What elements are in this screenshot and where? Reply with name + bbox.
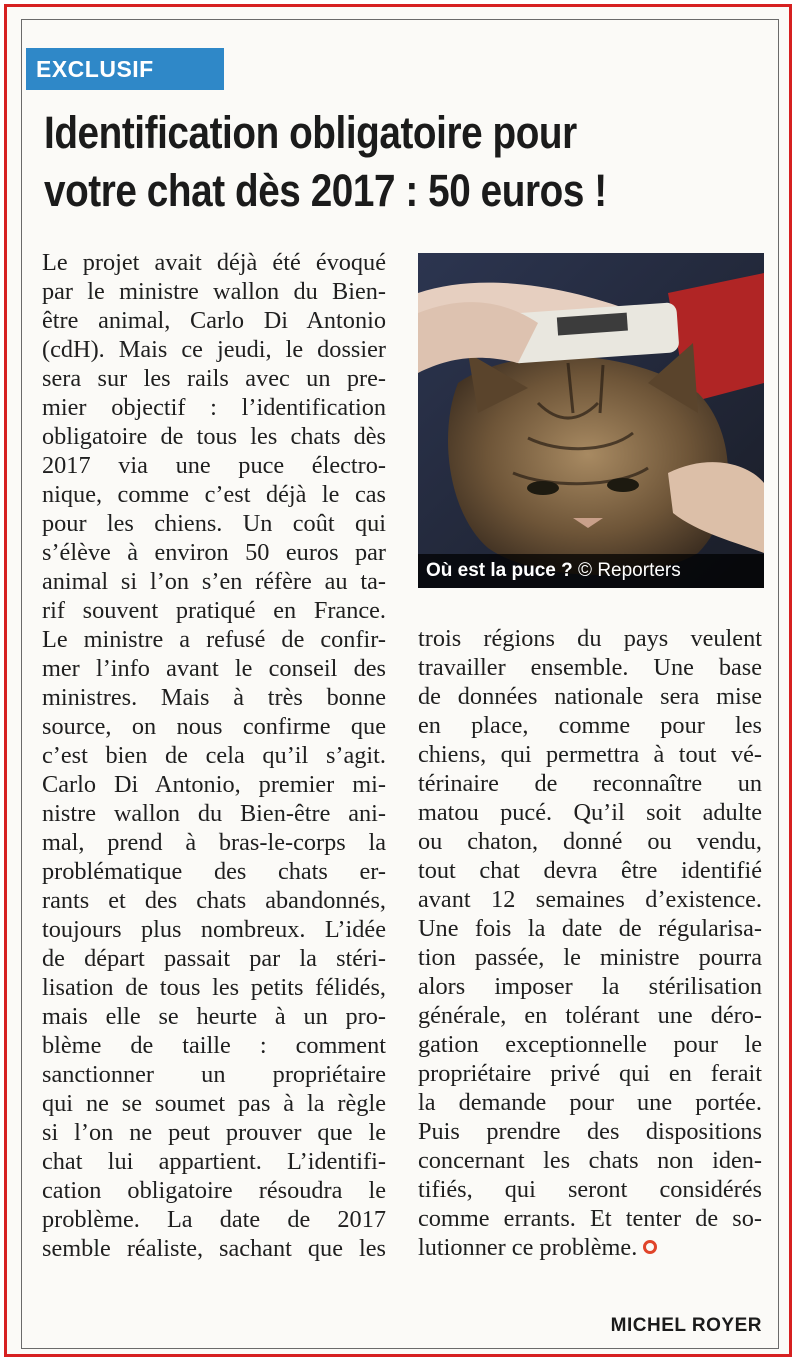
text-line: trois régions du pays veulent bbox=[418, 625, 762, 652]
text-line: térinaire de reconnaître un bbox=[418, 770, 762, 797]
text-line: rants et des chats abandonnés, bbox=[42, 887, 386, 914]
text-line: 2017 via une puce électro- bbox=[42, 452, 386, 479]
text-line: générale, en tolérant une déro- bbox=[418, 1002, 762, 1029]
text-line: obligatoire de tous les chats dès bbox=[42, 423, 386, 450]
text-line: sanctionner un propriétaire bbox=[42, 1061, 386, 1088]
text-line: s’élève à environ 50 euros par bbox=[42, 539, 386, 566]
caption-question: Où est la puce ? bbox=[426, 560, 573, 581]
text-line: mais elle se heurte à un pro- bbox=[42, 1003, 386, 1030]
end-mark-icon bbox=[643, 1240, 657, 1254]
text-line: rif souvent pratiqué en France. bbox=[42, 597, 386, 624]
text-line: tion passée, le ministre pourra bbox=[418, 944, 762, 971]
text-line: avant 12 semaines d’existence. bbox=[418, 886, 762, 913]
text-line: (cdH). Mais ce jeudi, le dossier bbox=[42, 336, 386, 363]
text-line: chat lui appartient. L’identifi- bbox=[42, 1148, 386, 1175]
caption-credit: © Reporters bbox=[578, 560, 681, 581]
text-line: mer l’info avant le conseil des bbox=[42, 655, 386, 682]
text-line: par le ministre wallon du Bien- bbox=[42, 278, 386, 305]
article-photo bbox=[418, 253, 764, 588]
text-line: Le projet avait déjà été évoqué bbox=[42, 249, 386, 276]
text-line: Une fois la date de régularisa- bbox=[418, 915, 762, 942]
text-line: la demande pour une portée. bbox=[418, 1089, 762, 1116]
text-line: ou chaton, donné ou vendu, bbox=[418, 828, 762, 855]
text-line: tout chat devra être identifié bbox=[418, 857, 762, 884]
column-1 bbox=[42, 248, 386, 1263]
headline-line-2: votre chat dès 2017 : 50 euros ! bbox=[44, 165, 607, 216]
photo-caption bbox=[418, 554, 764, 588]
text-line: en place, comme pour les bbox=[418, 712, 762, 739]
text-line: nistre wallon du Bien-être ani- bbox=[42, 800, 386, 827]
headline bbox=[44, 104, 672, 220]
text-line: c’est bien de cela qu’il s’agit. bbox=[42, 742, 386, 769]
text-line: travailler ensemble. Une base bbox=[418, 654, 762, 681]
text-line: Le ministre a refusé de confir- bbox=[42, 626, 386, 653]
text-line: de données nationale sera mise bbox=[418, 683, 762, 710]
text-line: de départ passait par la stéri- bbox=[42, 945, 386, 972]
text-line: problématique des chats er- bbox=[42, 858, 386, 885]
text-line: qui ne se soumet pas à la règle bbox=[42, 1090, 386, 1117]
text-line: pour les chiens. Un coût qui bbox=[42, 510, 386, 537]
text-line: si l’on ne peut prouver que le bbox=[42, 1119, 386, 1146]
column-2 bbox=[418, 624, 762, 1262]
text-line: mal, prend à bras-le-corps la bbox=[42, 829, 386, 856]
text-line: blème de taille : comment bbox=[42, 1032, 386, 1059]
text-line: Carlo Di Antonio, premier mi- bbox=[42, 771, 386, 798]
text-line: gation exceptionnelle pour le bbox=[418, 1031, 762, 1058]
text-line: lisation de tous les petits félidés, bbox=[42, 974, 386, 1001]
text-line: sera sur les rails avec un pre- bbox=[42, 365, 386, 392]
text-line: problème. La date de 2017 bbox=[42, 1206, 386, 1233]
text-line: nique, comme c’est déjà le cas bbox=[42, 481, 386, 508]
cat-microchip-photo bbox=[418, 253, 764, 588]
text-line: mier objectif : l’identification bbox=[42, 394, 386, 421]
text-line: semble réaliste, sachant que les bbox=[42, 1235, 386, 1262]
byline: MICHEL ROYER bbox=[610, 1315, 762, 1336]
text-line: toujours plus nombreux. L’idée bbox=[42, 916, 386, 943]
text-line: chiens, qui permettra à tout vé- bbox=[418, 741, 762, 768]
text-line: tifiés, qui seront considérés bbox=[418, 1176, 762, 1203]
text-line: Puis prendre des dispositions bbox=[418, 1118, 762, 1145]
text-line: être animal, Carlo Di Antonio bbox=[42, 307, 386, 334]
text-line: ministres. Mais à très bonne bbox=[42, 684, 386, 711]
text-line: animal si l’on s’en réfère au ta- bbox=[42, 568, 386, 595]
headline-line-1: Identification obligatoire pour bbox=[44, 107, 577, 158]
text-line: source, on nous confirme que bbox=[42, 713, 386, 740]
text-line: alors imposer la stérilisation bbox=[418, 973, 762, 1000]
text-line: comme errants. Et tenter de so- bbox=[418, 1205, 762, 1232]
text-line: lutionner ce problème. bbox=[418, 1234, 638, 1261]
text-line: propriétaire privé qui en ferait bbox=[418, 1060, 762, 1087]
text-line: matou pucé. Qu’il soit adulte bbox=[418, 799, 762, 826]
text-line: concernant les chats non iden- bbox=[418, 1147, 762, 1174]
kicker-label: EXCLUSIF bbox=[26, 48, 224, 90]
text-line: cation obligatoire résoudra le bbox=[42, 1177, 386, 1204]
